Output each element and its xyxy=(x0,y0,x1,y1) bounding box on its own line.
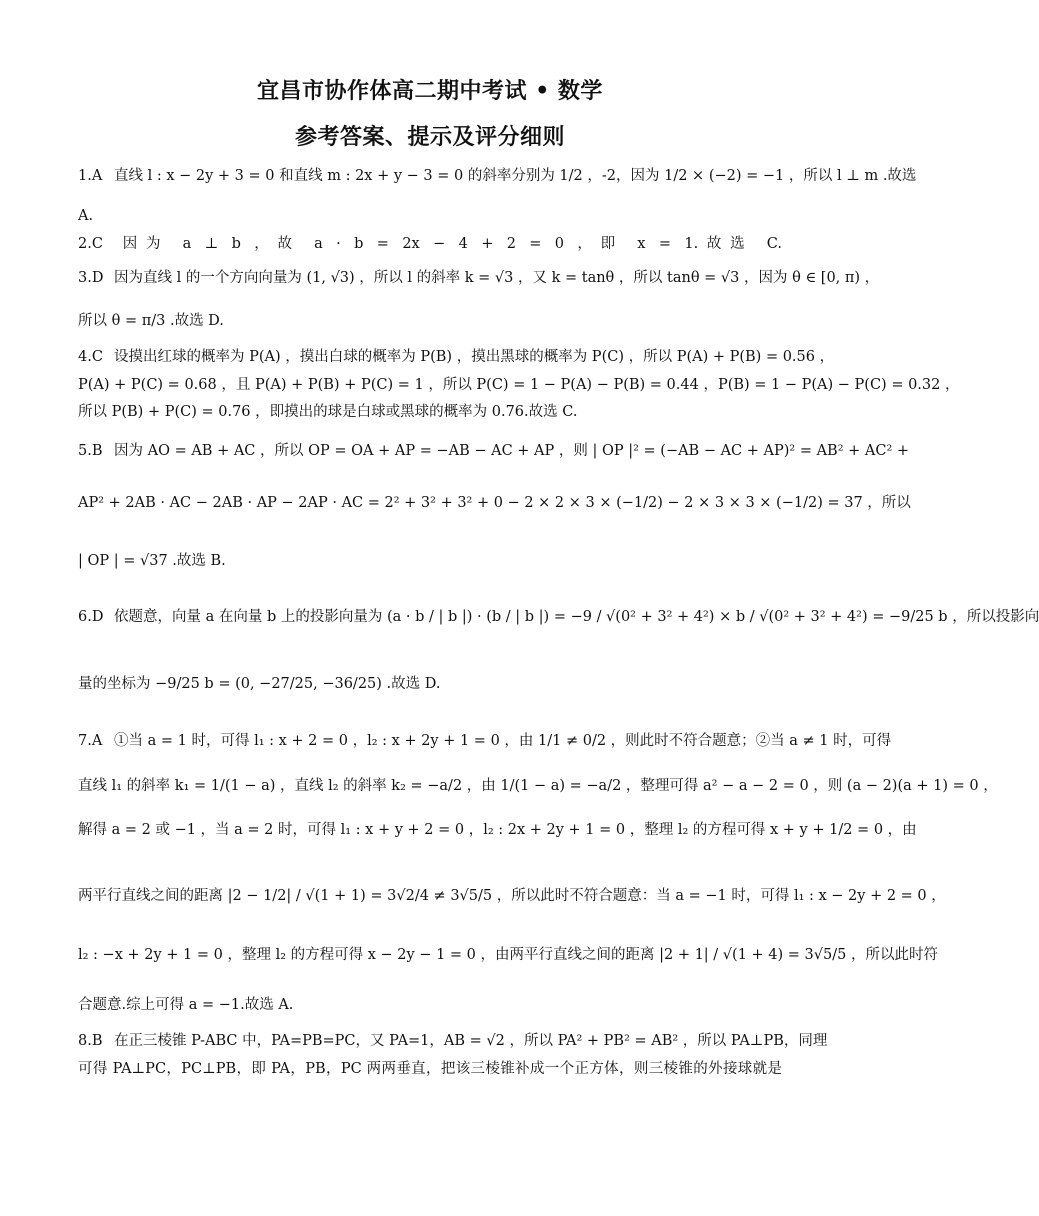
question-number: 1.A xyxy=(78,168,103,184)
answer-text: | OP | = √37 .故选 B. xyxy=(78,553,226,569)
answer-text: 直线 l : x − 2y + 3 = 0 和直线 m : 2x + y − 3 = 0 的斜率分别为 1/2 ，-2，因为 1/2 × (−2) = −1 ，所以 l ⊥ m .故选 xyxy=(114,168,917,184)
answer-line xyxy=(78,820,917,840)
answer-text: ①当 a = 1 时，可得 l₁ : x + 2 = 0 ，l₂ : x + 2y + 1 = 0 ，由 1/1 ≠ 0/2 ，则此时不符合题意；②当 a ≠ 1 时，可得 xyxy=(114,733,892,749)
answer-text: 依题意，向量 a 在向量 b 上的投影向量为 (a · b / | b |) · (b / | b |) = −9 / √(0² + 3² + 4²) × b / √(0² + 3² + 4²) = −9/25 b ，所以投影向 xyxy=(114,609,1039,625)
answer-text: 两平行直线之间的距离 |2 − 1/2| / √(1 + 1) = 3√2/4 ≠ 3√5/5 ，所以此时不符合题意：当 a = −1 时，可得 l₁ : x − 2y + 2 = 0 ， xyxy=(78,888,946,904)
answer-line xyxy=(78,234,782,254)
answer-text: 所以 P(B) + P(C) = 0.76 ，即摸出的球是白球或黑球的概率为 0.76.故选 C. xyxy=(78,404,578,420)
answer-line xyxy=(78,375,960,395)
answer-line xyxy=(78,441,910,461)
answer-text: l₂ : −x + 2y + 1 = 0 ，整理 l₂ 的方程可得 x − 2y − 1 = 0 ，由两平行直线之间的距离 |2 + 1| / √(1 + 4) = 3√5/5 ，所以此时符 xyxy=(78,947,938,963)
question-number: 8.B xyxy=(78,1033,103,1049)
answer-line xyxy=(78,995,782,1015)
answer-line xyxy=(78,945,938,965)
answer-line xyxy=(78,607,1039,627)
answer-line xyxy=(78,1059,782,1079)
answer-text: 量的坐标为 −9/25 b = (0, −27/25, −36/25) .故选 D. xyxy=(78,676,441,692)
page-title: 宜昌市协作体高二期中考试 • 数学 xyxy=(257,78,603,104)
answer-text: AP² + 2AB · AC − 2AB · AP − 2AP · AC = 2² + 3² + 3² + 0 − 2 × 2 × 3 × (−1/2) − 2 × 3 × 3 × (−1/2) = 37 ，所以 xyxy=(78,495,911,511)
answer-text: P(A) + P(C) = 0.68 ，且 P(A) + P(B) + P(C) = 1 ，所以 P(C) = 1 − P(A) − P(B) = 0.44 ，P(B) = 1 − P(A) − P(C) = 0.32 ， xyxy=(78,377,960,393)
answer-text: 合题意.综上可得 a = −1.故选 A. xyxy=(78,997,294,1013)
answer-text: 解得 a = 2 或 −1 ，当 a = 2 时，可得 l₁ : x + y + 2 = 0 ，l₂ : 2x + 2y + 1 = 0 ，整理 l₂ 的方程可得 x + y + 1/2 = 0 ，由 xyxy=(78,822,917,838)
answer-text: 设摸出红球的概率为 P(A) ，摸出白球的概率为 P(B) ，摸出黑球的概率为 P(C) ，所以 P(A) + P(B) = 0.56 ， xyxy=(114,349,835,365)
answer-line xyxy=(78,166,917,186)
question-number: 7.A xyxy=(78,733,103,749)
answer-line xyxy=(78,347,835,367)
answer-text: 所以 θ = π/3 .故选 D. xyxy=(78,313,224,329)
answer-line xyxy=(78,493,911,513)
answer-text: 因为 a ⊥ b ，故 a · b = 2x − 4 + 2 = 0 ，即 x = 1.故选 C. xyxy=(114,236,782,252)
answer-line xyxy=(78,311,782,331)
answer-text: 直线 l₁ 的斜率 k₁ = 1/(1 − a) ，直线 l₂ 的斜率 k₂ = −a/2 ，由 1/(1 − a) = −a/2 ，整理可得 a² − a − 2 = 0 ，则 (a − 2)(a + 1) = 0 ， xyxy=(78,778,998,794)
answer-line xyxy=(78,886,946,906)
answer-line xyxy=(78,776,998,796)
answer-line xyxy=(78,551,782,571)
answer-line xyxy=(78,206,782,226)
answer-line xyxy=(78,674,782,694)
question-number: 5.B xyxy=(78,443,103,459)
answer-text: 因为 AO = AB + AC ，所以 OP = OA + AP = −AB − AC + AP ，则 | OP |² = (−AB − AC + AP)² = AB² + AC² + xyxy=(114,443,910,459)
question-number: 2.C xyxy=(78,236,103,252)
answer-line xyxy=(78,268,880,288)
question-number: 4.C xyxy=(78,349,103,365)
answer-line xyxy=(78,402,782,422)
answer-text: 因为直线 l 的一个方向向量为 (1, √3) ，所以 l 的斜率 k = √3 ，又 k = tanθ ，所以 tanθ = √3 ，因为 θ ∈ [0, π) ， xyxy=(114,270,880,286)
question-number: 6.D xyxy=(78,609,104,625)
page-subtitle: 参考答案、提示及评分细则 xyxy=(294,124,565,150)
question-number: 3.D xyxy=(78,270,104,286)
answer-text: 可得 PA⊥PC，PC⊥PB，即 PA，PB，PC 两两垂直，把该三棱锥补成一个正方体，则三棱锥的外接球就是 xyxy=(78,1061,782,1077)
answer-line xyxy=(78,1031,828,1051)
answer-line xyxy=(78,731,892,751)
answer-text: A. xyxy=(78,208,94,224)
answer-text: 在正三棱锥 P-ABC 中，PA=PB=PC，又 PA=1，AB = √2 ，所以 PA² + PB² = AB² ，所以 PA⊥PB，同理 xyxy=(114,1033,828,1049)
